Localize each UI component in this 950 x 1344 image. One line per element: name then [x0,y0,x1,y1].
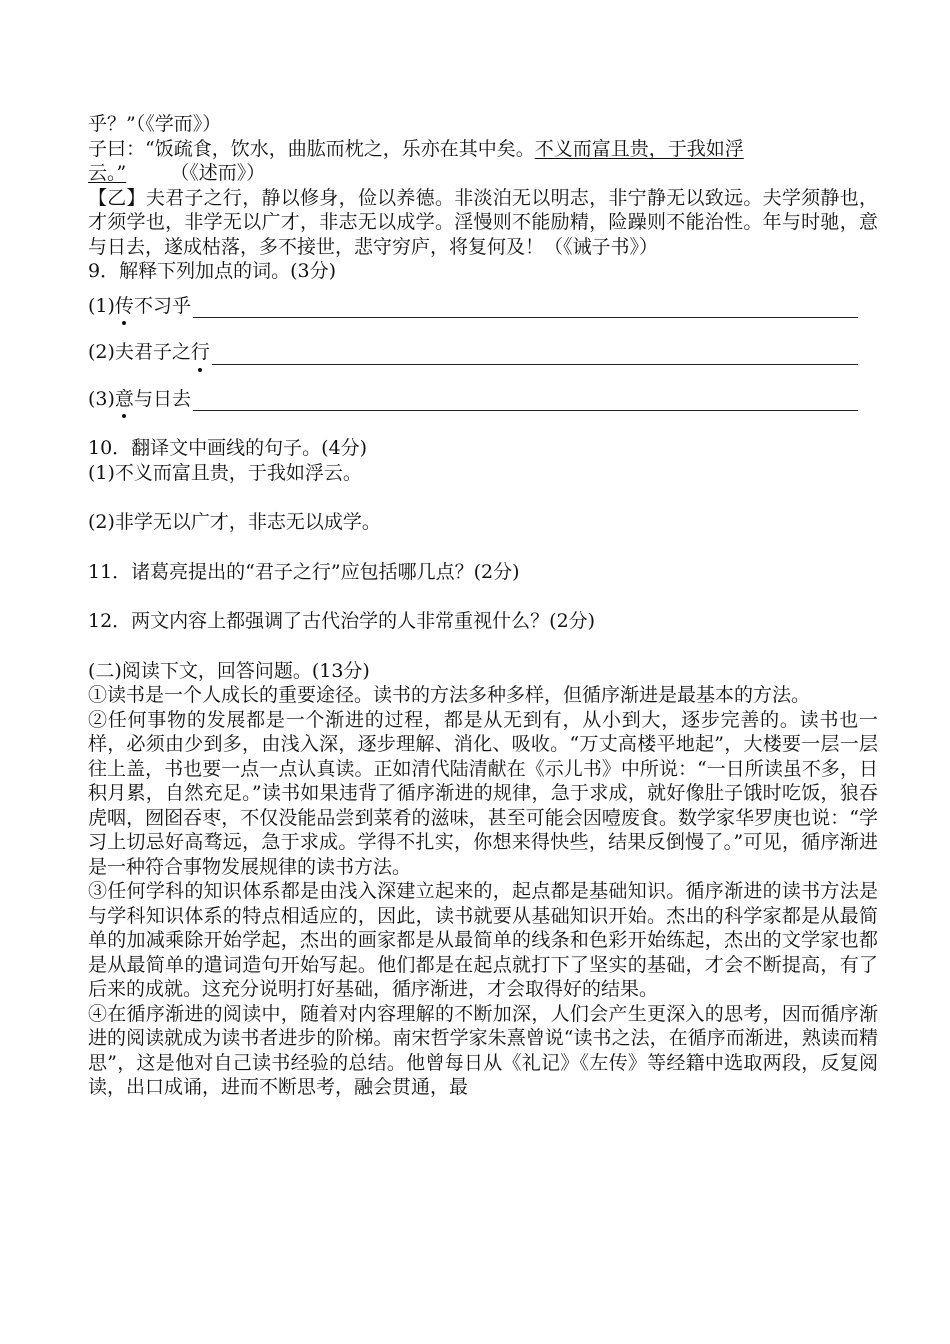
passage-b-text: 夫君子之行，静以修身，俭以养德。非淡泊无以明志，非宁静无以致远。夫学须静也，才须学也，非学无以广才，非志无以成学。淫慢则不能励精，险躁则不能治性。年与时驰，意与日去，遂成枯落，多不接世，悲守穷庐，将复何及！（《诫子书》） [88,186,878,258]
q12: 12．两文内容上都强调了古代治学的人非常重视什么？(2分) [88,610,596,632]
q9-item-3-suffix: 与日去 [133,387,191,410]
passage-b-label: 【乙】 [88,186,146,209]
answer-blank-2[interactable] [212,348,858,365]
dotted-word: 传 [114,294,134,317]
q9-item-3-prefix: (3) [88,387,115,410]
dotted-word: 行 [190,341,210,363]
q9-item-1-suffix: 不习乎 [133,294,191,317]
q9-item-1 [88,294,878,319]
q10-title: 10．翻译文中画线的句子。(4分) [88,437,368,459]
article-paragraph-2: ②任何事物的发展都是一个渐进的过程，都是从无到有，从小到大，逐步完善的。读书也一样，必须由少到多，由浅入深，逐步理解、消化、吸收。“万丈高楼平地起”，大楼要一层一层往上盖，书也要一点一点认真读。正如清代陆清献在《示儿书》中所说：“一日所读虽不多，日积月累，自然充足。”读书如果违背了循序渐进的规律，急于求成，就好像肚子饿时吃饭，狼吞虎咽，囫囵吞枣，不仅没能品尝到菜肴的滋味，甚至可能会因噎废食。数学家华罗庚也说：“学习上切忌好高骛远，急于求成。学得不扎实，你想来得快些，结果反倒慢了。”可见，循序渐进是一种符合事物发展规律的读书方法。 [88,708,878,878]
dotted-word: 意 [114,387,134,410]
article-paragraph-1: ①读书是一个人成长的重要途径。读书的方法多种多样，但循序渐进是最基本的方法。 [88,684,811,706]
passage-a-line-2 [88,137,878,162]
article-paragraph-4: ④在循序渐进的阅读中，随着对内容理解的不断加深，人们会产生更深入的思考，因而循序渐进的阅读就成为读书者进步的阶梯。南宋哲学家朱熹曾说“读书之法，在循序而渐进，熟读而精思”，这是他对自己读书经验的总结。他曾每日从《礼记》《左传》等经籍中选取两段，反复阅读，出口成诵，进而不断思考，融会贯通，最 [88,1002,878,1098]
q11: 11．诸葛亮提出的“君子之行”应包括哪几点？(2分) [88,560,520,583]
q9-title: 9．解释下列加点的词。(3分) [88,260,337,282]
passage-a-line-1: 乎？”（《学而》） [88,113,222,135]
article-paragraph-3: ③任何学科的知识体系都是由浅入深建立起来的，起点都是基础知识。循序渐进的读书方法是与学科知识体系的特点相适应的，因此，读书就要从基础知识开始。杰出的科学家都是从最简单的加减乘除开始学起，杰出的画家都是从最简单的线条和色彩开始练起，杰出的文学家也都是从最简单的遣词造句开始写起。他们都是在起点就打下了坚实的基础，才会不断提高，有了后来的成就。这充分说明打好基础，循序渐进，才会取得好的结果。 [88,880,878,1000]
answer-blank-3[interactable] [193,394,858,411]
q10-sentence-2: (2)非学无以广才，非志无以成学。 [88,511,381,533]
answer-blank-1[interactable] [193,301,858,318]
passage-a-text: 子曰：“饭疏食，饮水，曲肱而枕之，乐亦在其中矣。 [88,137,535,160]
q10-sentence-1: (1)不义而富且贵，于我如浮云。 [88,461,362,484]
underlined-sentence-1a: 不义而富且贵，于我如浮 [534,137,744,160]
passage-a-line-3 [88,161,878,186]
section-2-title: (二)阅读下文，回答问题。(13分) [88,659,370,682]
q9-item-3 [88,387,878,412]
underlined-sentence-1b: 云。” [88,162,127,184]
passage-b [88,186,878,260]
exam-page [88,112,878,1100]
passage-a-source: （《述而》） [170,162,266,184]
q9-item-2 [88,340,878,365]
q9-item-1-prefix: (1) [88,294,115,317]
q9-item-2-prefix: (2)夫君子之 [88,341,191,363]
